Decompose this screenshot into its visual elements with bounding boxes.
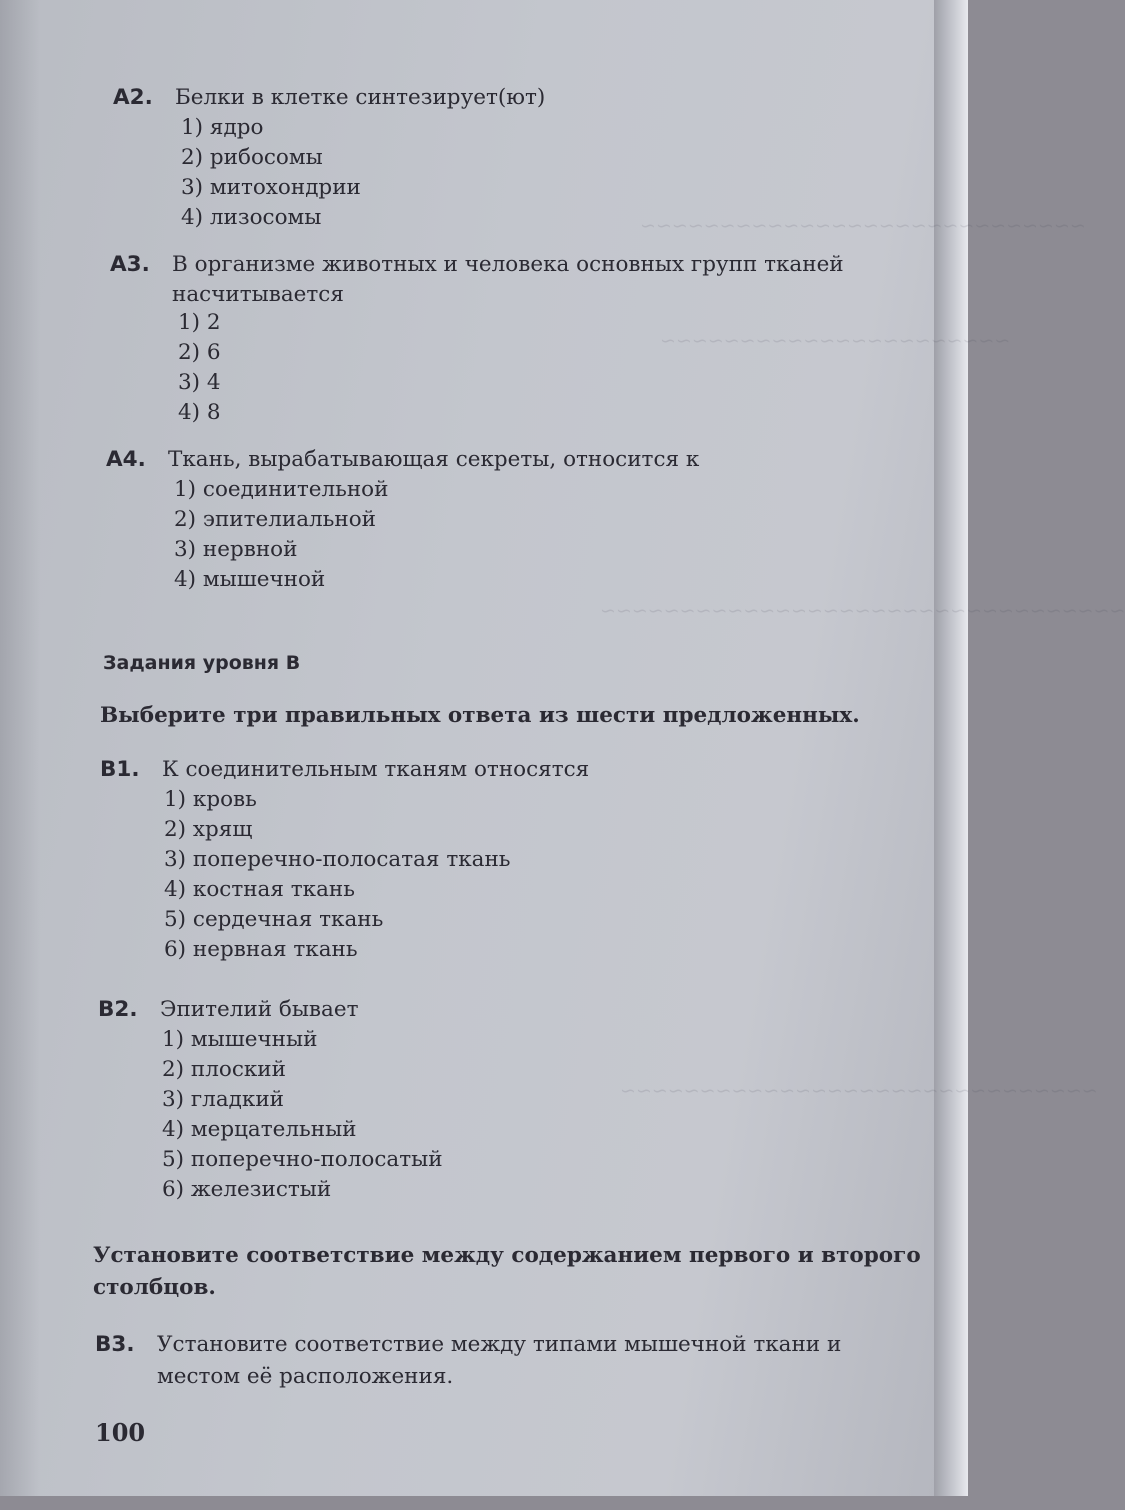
show-through-text: ~~~~~~~~~~~~~~~~~~~~~~~~~~~~~~	[620, 1080, 1098, 1102]
answer-option: 2) эпителиальной	[174, 507, 376, 532]
answer-option: 5) поперечно-полосатый	[162, 1147, 443, 1172]
answer-option: 1) ядро	[181, 115, 264, 140]
question-code: B2.	[98, 997, 138, 1022]
question-text: Белки в клетке синтезирует(ют)	[175, 85, 546, 110]
question-text: К соединительным тканям относятся	[162, 757, 590, 782]
answer-option: 1) 2	[178, 310, 221, 335]
answer-options	[174, 475, 388, 595]
answer-option: 6) железистый	[162, 1177, 332, 1202]
answer-option: 1) мышечный	[162, 1027, 318, 1052]
answer-options	[178, 308, 221, 428]
matching-instruction-line: столбцов.	[93, 1275, 216, 1300]
spine-shadow	[0, 0, 40, 1496]
answer-option: 4) 8	[178, 400, 221, 425]
matching-instruction-line: Установите соответствие между содержанием первого и второго	[93, 1243, 921, 1268]
answer-option: 4) костная ткань	[164, 877, 355, 902]
question-text: Ткань, вырабатывающая секреты, относится к	[168, 447, 700, 472]
question-code: A2.	[113, 85, 153, 110]
question-text-continued: местом её расположения.	[157, 1364, 454, 1389]
question-text: Установите соответствие между типами мышечной ткани и	[157, 1332, 842, 1357]
section-heading: Задания уровня В	[103, 652, 301, 674]
answer-option: 3) 4	[178, 370, 221, 395]
answer-option: 2) плоский	[162, 1057, 286, 1082]
answer-option: 2) 6	[178, 340, 221, 365]
question-text: Эпителий бывает	[160, 997, 359, 1022]
question-code: B3.	[95, 1332, 135, 1357]
show-through-text: ~~~~~~~~~~~~~~~~~~~~~~~~~~~~	[640, 215, 1086, 237]
show-through-text: ~~~~~~~~~~~~~~~~~~~~~~~~~~~~~~~~~	[600, 600, 1125, 622]
page-number: 100	[95, 1418, 146, 1447]
question-code: A4.	[106, 447, 146, 472]
answer-options	[164, 785, 511, 965]
answer-option: 3) гладкий	[162, 1087, 284, 1112]
answer-option: 6) нервная ткань	[164, 937, 358, 962]
answer-options	[181, 113, 361, 233]
question-text: В организме животных и человека основных групп тканей	[172, 252, 844, 277]
answer-option: 3) нервной	[174, 537, 298, 562]
question-code: B1.	[100, 757, 140, 782]
answer-option: 3) поперечно-полосатая ткань	[164, 847, 511, 872]
show-through-text: ~~~~~~~~~~~~~~~~~~~~~~	[660, 330, 1011, 352]
answer-option: 5) сердечная ткань	[164, 907, 384, 932]
question-text-continued: насчитывается	[172, 282, 344, 307]
answer-options	[162, 1025, 443, 1205]
answer-option: 2) хрящ	[164, 817, 253, 842]
answer-option: 3) митохондрии	[181, 175, 361, 200]
answer-option: 4) лизосомы	[181, 205, 322, 230]
section-instruction: Выберите три правильных ответа из шести предложенных.	[100, 703, 860, 728]
answer-option: 1) соединительной	[174, 477, 389, 502]
answer-option: 2) рибосомы	[181, 145, 323, 170]
matching-instruction	[93, 1240, 921, 1304]
answer-option: 4) мышечной	[174, 567, 326, 592]
question-code: A3.	[110, 252, 150, 277]
answer-option: 1) кровь	[164, 787, 257, 812]
answer-option: 4) мерцательный	[162, 1117, 357, 1142]
